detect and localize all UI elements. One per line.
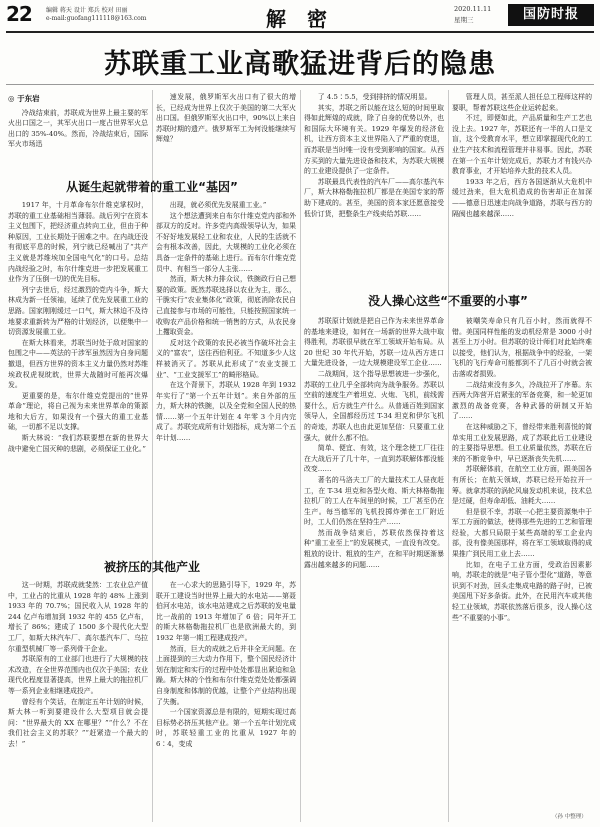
paragraph: 苏联原计划就是把自己作为未来世界革命的基地来建设，如何在一场新的世界大战中取得胜利，苏联很早就在军工领域开始布局。从 20 世纪 30 年代开始，苏联一边从西方进口大量先进设备，一边大规模建设军工企业…… (304, 317, 444, 368)
column-divider (448, 90, 449, 822)
paragraph: 在这个背景下，苏联从 1928 年到 1932 年实行了“第一个五年计划”。来自外部的压力，斯大林的铁腕，以及全党和全国人民的热情……第一个五年计划在 4 年零 3 个月内完成了。苏联完成所有计划指标，成为第二个五年计划…… (156, 381, 296, 443)
paragraph: 比如，在电子工业方面，受政治因素影响，苏联走的就是“电子管小型化”道路，等意识到不对劲，回头走集成电路的路子时，已被美国甩下好多条街。此外，在民用汽车或其他轻工业领域，苏联依然落后很多，没人操心这些“不重要的小事”。 (452, 560, 592, 622)
body-text (452, 92, 592, 280)
byline: ◎ 于东岩 (8, 94, 40, 103)
paragraph: 著名的马洛夫工厂的大量技术工人昼夜赶工，在 T-34 坦克和各型火炮、斯大林格勒拖拉机厂的工人在车间里的时候，工厂甚至仍在生产。每当德军的飞机投掷炸弹在工厂附近时，工人们仍然在坚持生产…… (304, 475, 444, 527)
paragraph: 这一时期，苏联成就斐然：工农业总产值中，工业占的比重从 1928 年的 48% 上涨到 1933 年的 70.7%；国民收入从 1928 年的 244 亿卢布增加到 1932 年的 455 亿卢布，增长了 86%；建成了 1500 多个现代化大型工厂，如斯大林汽车厂、高尔基汽车厂、乌拉尔重型机械厂等一系列骨干企业。 (8, 581, 148, 653)
column-divider (152, 90, 153, 822)
page-number: 22 (6, 2, 32, 26)
paragraph: 在一心求大的思路引导下，1929 年，苏联开工建设当时世界上最大的水电站——第聂伯河水电站，该水电站建成之后苏联的发电量比一战前的 1913 年增加了 6 倍；同年开工的斯大林格勒拖拉机厂也是欧洲最大的，到 1932 年第一期工程建成投产。 (156, 581, 296, 642)
paragraph: 苏联原有的工业部门也进行了大规模的技术改造，在全世界范围内也仅次于美国；农业现代化程度显著提高，世界上最大的拖拉机厂等一系列企业相继建成投产。 (8, 655, 148, 695)
paragraph: 1933 年之后，西方各国逐渐从大危机中缓过劲来，但大危机造成的伤害却正在加深——德意日迅速走向战争道路，苏联与西方的隔阂也越来越深…… (452, 177, 592, 218)
subhead-2: 被挤压的其他产业 (103, 560, 200, 574)
body-text (8, 200, 148, 552)
paragraph: 在斯大林看来，苏联当时处于敌对国家的包围之中——英法的干涉军虽然因为自身问题撤退，但西方世界的资本主义力量仍然对苏维埃政权虎视眈眈，世界大战随时可能再次爆发。 (8, 338, 148, 390)
paragraph: 速发展，俄罗斯军火出口有了很大的增长，已经成为世界上仅次于美国的第二大军火出口国。但俄罗斯军火出口中，90%以上来自苏联时期的遗产。俄罗斯军工为何没能继续写辉煌？ (156, 93, 296, 144)
body-text (304, 316, 444, 822)
paragraph: 然而，巨大的成就之后并非全无问题。在上面提到的三大动力作用下，整个国民经济计划在制定和实行的过程中处处都显出紧迫和急躁。斯大林的个性和布尔什维克党处处都强调自身制度和体制的优越，让整个产业结构出现了失衡。 (156, 644, 296, 706)
contact-email: e-mail:guofang111118@163.com (46, 15, 147, 22)
editor-credits: 编辑 蒋天 设计 郑兵 校对 田丽 (46, 7, 128, 14)
paragraph: 被嘲笑寿命只有几百小时，然而就得不错。美国同样性能的发动机经常是 3000 小时甚至上万小时。但苏联的设计师们对此始终难以接受，他们认为，根据战争中的经验，一架飞机的飞行寿命可能都到不了几百小时就会被击落或者损毁。 (452, 317, 592, 378)
paragraph: 列宁去世后，经过激烈的党内斗争，斯大林成为新一任领袖，延续了优先发展重工业的思路。国家刚刚缓过一口气，斯大林迫不及待地要求重新转为严格的计划经济，以便集中一切资源发展重工业。 (8, 285, 148, 337)
title-rule (6, 84, 594, 85)
article-title: 苏联重工业高歌猛进背后的隐患 (104, 49, 496, 80)
paragraph: 斯大林说：“我们苏联要想在新的世界大战中避免亡国灭种的悲剧，必须保证工业化。” (8, 434, 148, 453)
subhead-3: 没人操心这些“不重要的小事” (368, 294, 528, 308)
paragraph: 在这种威胁之下，曾经带来胜利喜悦的简单实用工业发展思路，成了苏联此后工业建设的主要指导思想。但工业质量依然，苏联在后来的不断竞争中，早已逐渐丧失先机…… (452, 422, 592, 463)
paragraph: 出现，就必须优先发展重工业。” (169, 201, 267, 209)
paragraph: 更重要的是，布尔什维克党提出的“世界革命”理论，将自己视为未来世界革命的策源地和大后方，如果没有一个强大的重工业基础，一切都不足以支撑。 (8, 391, 148, 432)
paragraph: 1917 年，十月革命布尔什维克掌权时，苏联的重工业基础相当薄弱。战后列宁在资本主义包围下，把经济重点转向工业，但由于种种原因，工业长期处于困难之中。在内战还没有彻底平息的时候，列宁就已经喊出了“共产主义就是苏维埃加全国电气化”的口号。总结内战经验之时，布尔什维克进一步把发展重工业作为了压倒一切的优先目标。 (8, 201, 148, 284)
paragraph: 简单、便宜、有效，这个理念使工厂往往在大战后开了几十年，一直到苏联解体都没能改变…… (304, 444, 444, 474)
paragraph: 苏联解体前，在航空工业方面，跟美国各有所长；在航天领域，苏联已经开始拉开一筹。就拿苏联的涡轮风扇发动机来说，技术总是过硬，但寿命却低、油耗大…… (452, 465, 592, 506)
body-text (452, 316, 592, 810)
paragraph: 然而，斯大林力排众议，铁腕政行自己想要的政策。既然苏联选择以农业为主，那么，干脆实行“农业集体化”政策，彻底消除农民自己直接参与市场的可能性，只能按照国家统一收购农产品价格和统一销售的方式，从农民身上攫取资金。 (156, 275, 296, 337)
newspaper-logo: 国防时报 (508, 4, 594, 26)
body-text (8, 580, 148, 822)
issue-weekday: 星期三 (454, 16, 474, 24)
paragraph: 苏联最具代表性的汽车厂——高尔基汽车厂，斯大林格勒拖拉机厂都是在美国专家的帮助下建成的。甚至，美国的资本家还愿意接受低价订货，把整条生产线卖给苏联…… (304, 177, 444, 218)
page-header (0, 0, 600, 40)
intro-text (156, 92, 296, 174)
intro-text (8, 92, 148, 172)
paragraph: 冷战结束前，苏联成为世界上最主要的军火出口国之一，其军火出口一度占世界军火总出口的 35%-40%。然而，冷战结束后，国际军火市场迅 (8, 108, 148, 149)
paragraph: 曾经有个笑话，在制定五年计划的时候，斯大林一听到要建设什么大型项目就会提问：“世界最大的 XX 在哪里？”“什么？不在我们社会主义的苏联？”“赶紧造一个最大的去！” (8, 697, 148, 748)
editor-note: （孙 中整理） (552, 814, 587, 820)
body-text (156, 580, 296, 822)
paragraph: 但是很不幸，苏联一心把主要资源集中于军工方面的做法，使得那些先进的工艺和管理经验，大都只局限于某些高端的军工企业内部，没有像美国那样，将在军工领域取得的成果推广到民用工业上去…… (452, 507, 592, 559)
paragraph: 然而战争结束后，苏联依然保持着这种“重工业至上”的发展模式，一直没有改变。粗放的设计、粗放的生产，在和平时期逐渐暴露出越来越多的问题…… (304, 528, 444, 569)
paragraph: 这个想法遭到来自布尔什维克党内部和外部双方的反对。许多党内高级领导认为，如果不好好地发展轻工业和农业，人民的生活就不会有根本改善，因此，大规模的工业化必须在具备一定条件的基础上进行。而布尔什维克党员中、有相当一部分人主张…… (156, 211, 296, 273)
paragraph: 其实，苏联之所以能在这么短的时间里取得如此辉煌的成就，除了自身的优势以外，也和国际大环境有关。1929 年爆发的经济危机，让西方资本主义世界陷入了严重的衰退，而苏联是当时唯一没有受到影响的国家。从西方买到的大量先进设备和技术，为苏联大规模的工业建设提供了一定条件。 (304, 103, 444, 176)
paragraph: 不过，即便如此，产品质量和生产工艺也没上去。1927 年，苏联还有一半的人口是文盲，这个受教育水平，想立即掌握现代化的工业生产技术和流程管理并非易事。因此，苏联在第一个五年计划完成后，苏联力才有钱兴办教育事业，才开始培养大批的技术人员。 (452, 114, 592, 176)
section-title: 解 密 (266, 7, 334, 31)
paragraph: 反对这个政策的农民必被当作破坏社会主义的“富农”，送往西伯利亚。不知道多少人这样被消灭了。苏联从此形成了“农业支援工业”、“工业支援军工”的畸形格局。 (156, 338, 296, 379)
paragraph: 了 4.5∶5.5，受到排挤的情况明显。 (317, 93, 432, 101)
subhead-1: 从诞生起就带着的重工业“基因” (66, 180, 238, 194)
paragraph: 管理人员，甚至派人担任总工程师这样的要职，帮着苏联这些企业运转起来。 (452, 93, 592, 112)
paragraph: 二战结束没有多久，冷战拉开了序幕。东西两大阵营开启紧张的军备竞赛，和一轮更加激烈的战备竞赛，各种武器的研制又开始了…… (452, 380, 592, 421)
body-text (304, 92, 444, 280)
paragraph: 二战期间，这个指导思想被进一步强化，苏联的工业几乎全部转向为战争服务。苏联以空前的速度生产着坦克、火炮、飞机，前线需要什么，后方就生产什么。从普通百姓到国家领导人，全国都经历过 T-34 坦克和伊尔飞机的奇迹，苏联人也由此更加坚信：只要重工业强大，就什么都不怕。 (304, 369, 444, 442)
paragraph: 一个国家资源总是有限的，短期实现过高目标势必挤压其他产业。第一个五年计划完成时，苏联轻重工业的比重从 1927 年的 6∶4，变成 (156, 708, 296, 748)
body-text (156, 200, 296, 552)
issue-date: 2020.11.11 (454, 5, 492, 13)
header-rule (6, 31, 594, 33)
column-divider (300, 90, 301, 822)
